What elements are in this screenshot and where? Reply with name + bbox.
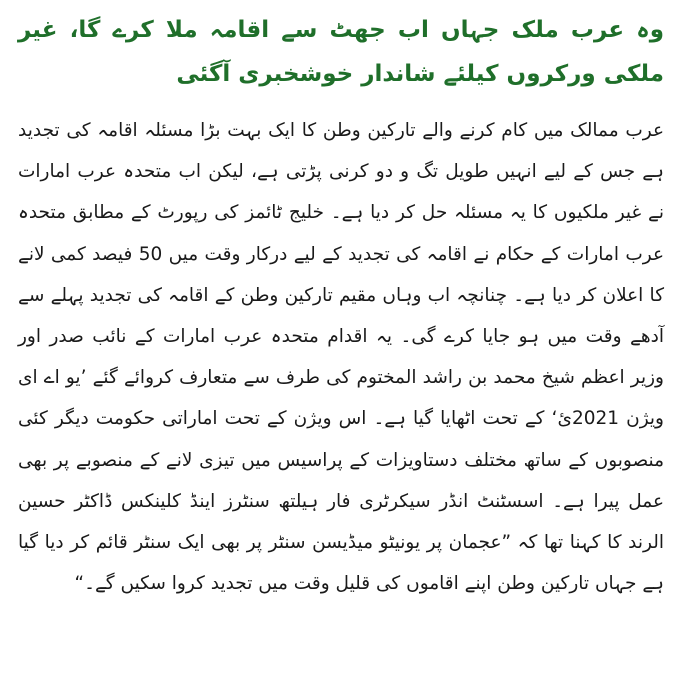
article-body: عرب ممالک میں کام کرنے والے تارکین وطن کا ایک بہت بڑا مسئلہ اقامہ کی تجدید ہے جس کے لیے انہیں طویل تگ و دو کرنی پڑتی ہے، لیکن اب متحدہ عرب امارات نے غیر ملکیوں کا یہ مسئلہ حل کر دیا ہے۔ خلیج ٹائمز کی رپورٹ کے مطابق متحدہ عرب امارات کے حکام نے اقامہ کی تجدید کے لیے درکار وقت میں 50 فیصد کمی لانے کا اعلان کر دیا ہے۔ چنانچہ اب وہاں مقیم تارکین وطن کے اقامہ کی تجدید پہلے سے آدھے وقت میں ہو جایا کرے گی۔ یہ اقدام متحدہ عرب امارات کے نائب صدر اور وزیر اعظم شیخ محمد بن راشد المختوم کی طرف سے متعارف کروائے گئے ’یو اے ای ویژن 2021ئ‘ کے تحت اٹھایا گیا ہے۔ اس ویژن کے تحت اماراتی حکومت دیگر کئی منصوبوں کے ساتھ مختلف دستاویزات کے پراسیس میں تیزی لانے کے منصوبے پر بھی عمل پیرا ہے۔ اسسٹنٹ انڈر سیکرٹری فار ہیلتھ سنٹرز اینڈ کلینکس ڈاکٹر حسین الرند کا کہنا تھا کہ ”عجمان پر یونیٹو میڈیسن سنٹر پر بھی ایک سنٹر قائم کر دیا گیا ہے جہاں تارکین وطن اپنے اقاموں کی قلیل وقت میں تجدید کروا سکیں گے۔“ [18,120,664,595]
article-headline: وہ عرب ملک جہاں اب جھٹ سے اقامہ ملا کرے گا، غیر ملکی ورکروں کیلئے شاندار خوشخبری آگئی [18,17,664,87]
